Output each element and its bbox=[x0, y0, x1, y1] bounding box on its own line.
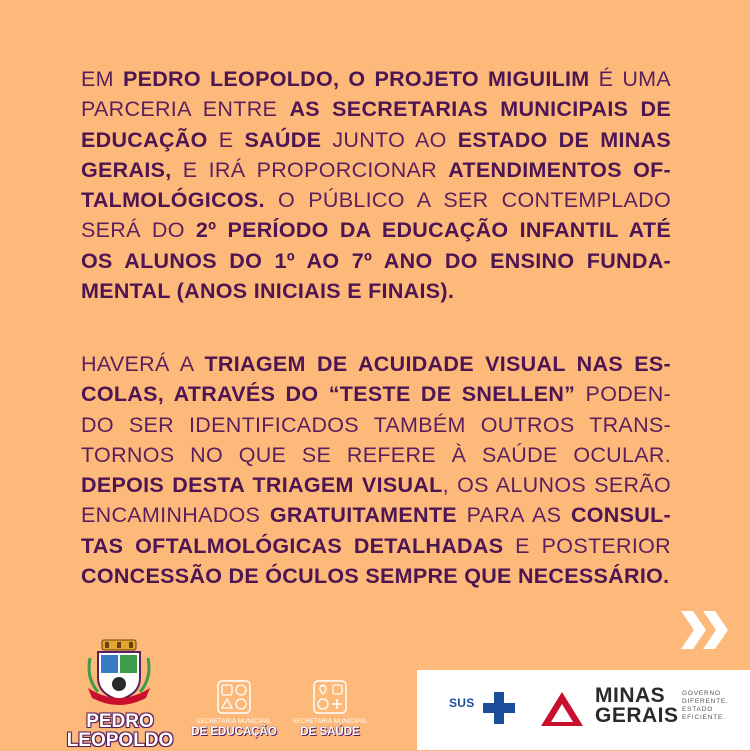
paragraph2-segment: PODEN-DO SER IDENTIFICADOS TAMBÉM OUTROS TRANS-TORNOS NO QUE SE REFERE À SAÚDE OCULAR. bbox=[81, 382, 671, 467]
paragraph2-segment: HAVERÁ A bbox=[81, 352, 205, 376]
minas-line2: GERAIS bbox=[595, 704, 679, 727]
paragraph-project-description bbox=[81, 64, 671, 306]
paragraph1-segment: PEDRO LEOPOLDO, O PROJETO MIGUILIM bbox=[122, 67, 590, 91]
paragraph2-segment: CONCESSÃO DE ÓCULOS SEMPRE QUE NECESSÁRIO. bbox=[81, 564, 670, 589]
sus-label: SUS bbox=[449, 696, 475, 710]
minas-line1: MINAS bbox=[595, 684, 666, 707]
paragraph2-segment: , OS ALUNOS SERÃO ENCAMINHADOS bbox=[81, 473, 671, 528]
paragraph1-segment: JUNTO AO bbox=[321, 127, 458, 152]
gov-line4: EFICIENTE. bbox=[682, 714, 726, 721]
city-coat-of-arms-icon bbox=[84, 638, 154, 708]
paragraph1-segment: AS SECRETARIAS MUNICIPAIS DE EDUCAÇÃO bbox=[81, 97, 671, 152]
paragraph1-segment: É UMA PARCERIA ENTRE bbox=[81, 67, 672, 122]
education-small-label: SECRETARIA MUNICIPAL bbox=[196, 719, 272, 725]
paragraph1-segment: O PÚBLICO A SER CONTEMPLADO SERÁ DO bbox=[81, 188, 671, 243]
paragraph2-segment: CONSUL-TAS OFTALMOLÓGICAS DETALHADAS bbox=[81, 503, 671, 558]
minas-gerais-wordmark bbox=[595, 686, 679, 726]
municipal-logos bbox=[60, 638, 390, 750]
city-name-line2: LEOPOLDO bbox=[66, 730, 174, 751]
paragraph1-segment: E IRÁ PROPORCIONAR bbox=[171, 157, 449, 182]
paragraph1-segment: SAÚDE bbox=[244, 127, 322, 152]
education-secretariat-logo bbox=[188, 680, 280, 738]
paragraph1-segment: E bbox=[207, 127, 245, 152]
education-grid-icon bbox=[217, 680, 251, 714]
paragraph-screening-description bbox=[81, 349, 671, 591]
paragraph1-segment: ESTADO DE MINAS GERAIS, bbox=[81, 127, 672, 182]
paragraph2-segment: E POSTERIOR bbox=[503, 533, 671, 558]
education-big-label: DE EDUCAÇÃO bbox=[191, 726, 277, 738]
gov-line2: DIFERENTE. bbox=[682, 698, 729, 705]
health-grid-icon bbox=[313, 680, 347, 714]
paragraph2-segment: TRIAGEM DE ACUIDADE VISUAL NAS ES-COLAS, ATRAVÉS DO “TESTE DE SNELLEN” bbox=[81, 352, 672, 407]
government-tagline bbox=[682, 690, 729, 722]
state-government-bar bbox=[417, 670, 750, 750]
health-secretariat-logo bbox=[288, 680, 372, 738]
gov-line1: GOVERNO bbox=[682, 690, 721, 697]
gov-line3: ESTADO bbox=[682, 706, 714, 713]
minas-gerais-triangle-icon bbox=[537, 688, 587, 730]
paragraph1-segment: 2º PERÍODO DA EDUCAÇÃO INFANTIL ATÉ OS ALUNOS DO 1º AO 7º ANO DO ENSINO FUNDA-MENTAL (ANOS INICIAIS E FINAIS). bbox=[81, 218, 671, 304]
city-name bbox=[64, 712, 176, 750]
health-big-label: DE SAÚDE bbox=[300, 726, 360, 738]
paragraph1-segment: ATENDIMENTOS OF-TALMOLÓGICOS. bbox=[81, 157, 671, 213]
paragraph1-segment: EM bbox=[81, 67, 123, 91]
sus-cross-icon bbox=[481, 690, 517, 726]
health-small-label: SECRETARIA MUNICIPAL bbox=[292, 719, 368, 725]
paragraph2-segment: DEPOIS DESTA TRIAGEM VISUAL bbox=[81, 473, 443, 498]
city-name-line1: PEDRO bbox=[86, 711, 154, 732]
paragraph2-segment: GRATUITAMENTE bbox=[269, 503, 457, 528]
next-chevrons-icon[interactable] bbox=[677, 605, 733, 655]
paragraph2-segment: PARA AS bbox=[456, 503, 571, 528]
